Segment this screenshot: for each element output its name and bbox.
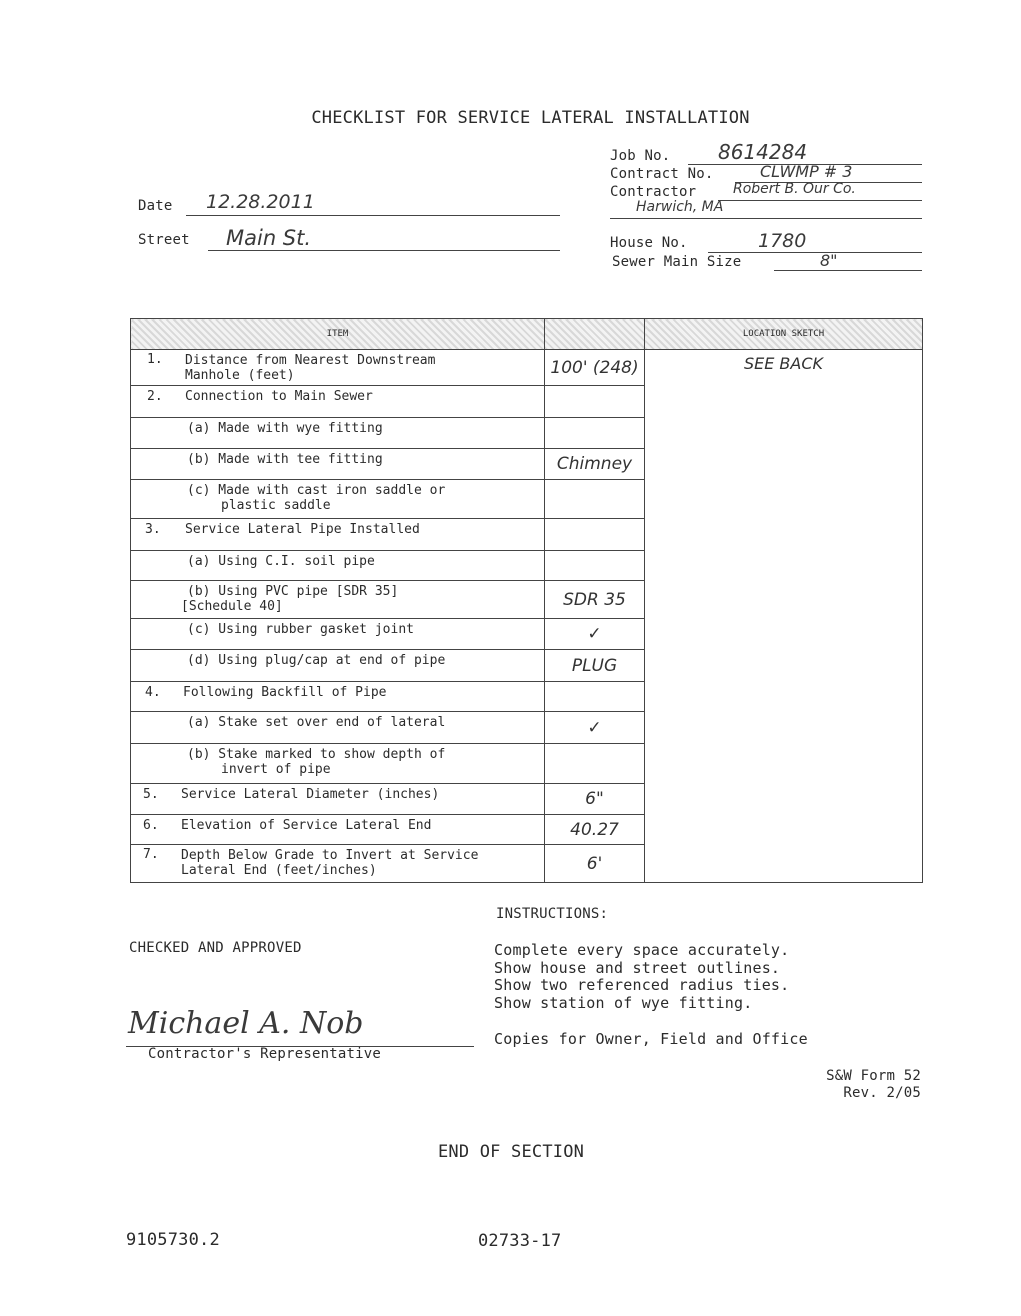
location-sketch-cell (645, 350, 923, 883)
contractor-label: Contractor (610, 184, 697, 200)
contractor-value-2: Harwich, MA (636, 199, 724, 215)
item-text: (a) Stake set over end of lateral (187, 715, 446, 730)
item-cell (131, 519, 545, 551)
contractor-line-2 (610, 218, 922, 219)
item-text: (a) Using C.I. soil pipe (187, 554, 375, 569)
item-text-2: Lateral End (feet/inches) (181, 863, 377, 878)
date-line (186, 215, 560, 216)
item-cell (131, 551, 545, 581)
item-number: 2. (147, 389, 163, 404)
item-answer: 40.27 (545, 815, 645, 845)
header-blank (545, 319, 645, 350)
house-no-label: House No. (610, 235, 688, 251)
item-answer (545, 682, 645, 712)
item-cell (131, 449, 545, 480)
item-text: (a) Made with wye fitting (187, 421, 383, 436)
item-text-2: invert of pipe (221, 762, 331, 777)
item-cell (131, 744, 545, 784)
copies-note: Copies for Owner, Field and Office (494, 1030, 808, 1048)
item-text: Following Backfill of Pipe (183, 685, 387, 700)
date-label: Date (138, 198, 173, 214)
job-no-label: Job No. (610, 148, 671, 164)
house-no-value: 1780 (758, 230, 807, 252)
sketch-note: SEE BACK (743, 354, 824, 373)
job-no-value: 8614284 (718, 140, 808, 164)
item-cell (131, 581, 545, 619)
item-answer: PLUG (545, 650, 645, 682)
item-text: Depth Below Grade to Invert at Service (181, 848, 479, 863)
item-text-2: Manhole (feet) (185, 368, 295, 383)
header-sketch: LOCATION SKETCH (645, 319, 923, 350)
page-title: CHECKLIST FOR SERVICE LATERAL INSTALLATION (311, 108, 750, 128)
page-number: 02733-17 (478, 1231, 562, 1251)
item-cell (131, 815, 545, 845)
item-text: (c) Using rubber gasket joint (187, 622, 414, 637)
item-number: 7. (143, 847, 159, 862)
item-cell (131, 845, 545, 883)
contractor-line (718, 200, 922, 201)
item-answer (545, 744, 645, 784)
item-text: Elevation of Service Lateral End (181, 818, 432, 833)
document-number: 9105730.2 (126, 1230, 220, 1250)
item-text: (b) Using PVC pipe [SDR 35] (187, 584, 399, 599)
item-cell (131, 682, 545, 712)
item-text-2: plastic saddle (221, 498, 331, 513)
item-text: Service Lateral Diameter (inches) (181, 787, 440, 802)
street-line (208, 250, 560, 251)
table-row (131, 350, 923, 386)
item-answer (545, 386, 645, 418)
item-cell (131, 480, 545, 519)
item-number: 1. (147, 352, 163, 367)
item-cell (131, 650, 545, 682)
checklist-table (130, 318, 923, 883)
item-text: (b) Stake marked to show depth of (187, 747, 446, 762)
item-text: (c) Made with cast iron saddle or (187, 483, 446, 498)
signature: Michael A. Nob (128, 1006, 364, 1041)
contract-no-value: CLWMP # 3 (760, 162, 853, 181)
item-cell (131, 619, 545, 650)
end-of-section: END OF SECTION (438, 1142, 585, 1162)
item-answer: 6' (545, 845, 645, 883)
item-number: 6. (143, 818, 159, 833)
item-number: 4. (145, 685, 161, 700)
item-answer (545, 519, 645, 551)
table-header-row (131, 319, 923, 350)
street-value: Main St. (226, 226, 312, 250)
item-answer: ✓ (545, 712, 645, 744)
sewer-main-size-value: 8" (820, 251, 838, 270)
item-cell (131, 350, 545, 386)
signature-caption: Contractor's Representative (148, 1046, 381, 1062)
sewer-main-size-line (774, 270, 922, 271)
date-value: 12.28.2011 (206, 191, 315, 213)
item-text: Distance from Nearest Downstream (185, 353, 436, 368)
item-cell (131, 712, 545, 744)
item-answer: Chimney (545, 449, 645, 480)
instructions-heading: INSTRUCTIONS: (496, 906, 609, 922)
item-text: (d) Using plug/cap at end of pipe (187, 653, 446, 668)
item-answer (545, 551, 645, 581)
item-answer: 100' (248) (545, 350, 645, 386)
item-text: (b) Made with tee fitting (187, 452, 383, 467)
street-label: Street (138, 232, 190, 248)
contract-no-label: Contract No. (610, 166, 714, 182)
item-cell (131, 386, 545, 418)
sewer-main-size-label: Sewer Main Size (612, 254, 742, 270)
item-answer: 6" (545, 784, 645, 815)
checked-approved-heading: CHECKED AND APPROVED (129, 940, 302, 956)
item-answer (545, 480, 645, 519)
contractor-value-1: Robert B. Our Co. (733, 181, 856, 197)
instructions-list: Complete every space accurately. Show house and street outlines. Show two referenced radius ties. Show station of wye fitting. (494, 941, 790, 1012)
item-answer: ✓ (545, 619, 645, 650)
item-cell (131, 784, 545, 815)
item-text: Service Lateral Pipe Installed (185, 522, 420, 537)
house-no-line (708, 252, 922, 253)
form-number: S&W Form 52 (826, 1068, 921, 1084)
item-number: 3. (145, 522, 161, 537)
form-revision: Rev. 2/05 (843, 1085, 921, 1101)
item-answer: SDR 35 (545, 581, 645, 619)
header-item: ITEM (131, 319, 545, 350)
item-text-2: [Schedule 40] (181, 599, 283, 614)
item-number: 5. (143, 787, 159, 802)
item-answer (545, 418, 645, 449)
item-cell (131, 418, 545, 449)
item-text: Connection to Main Sewer (185, 389, 373, 404)
